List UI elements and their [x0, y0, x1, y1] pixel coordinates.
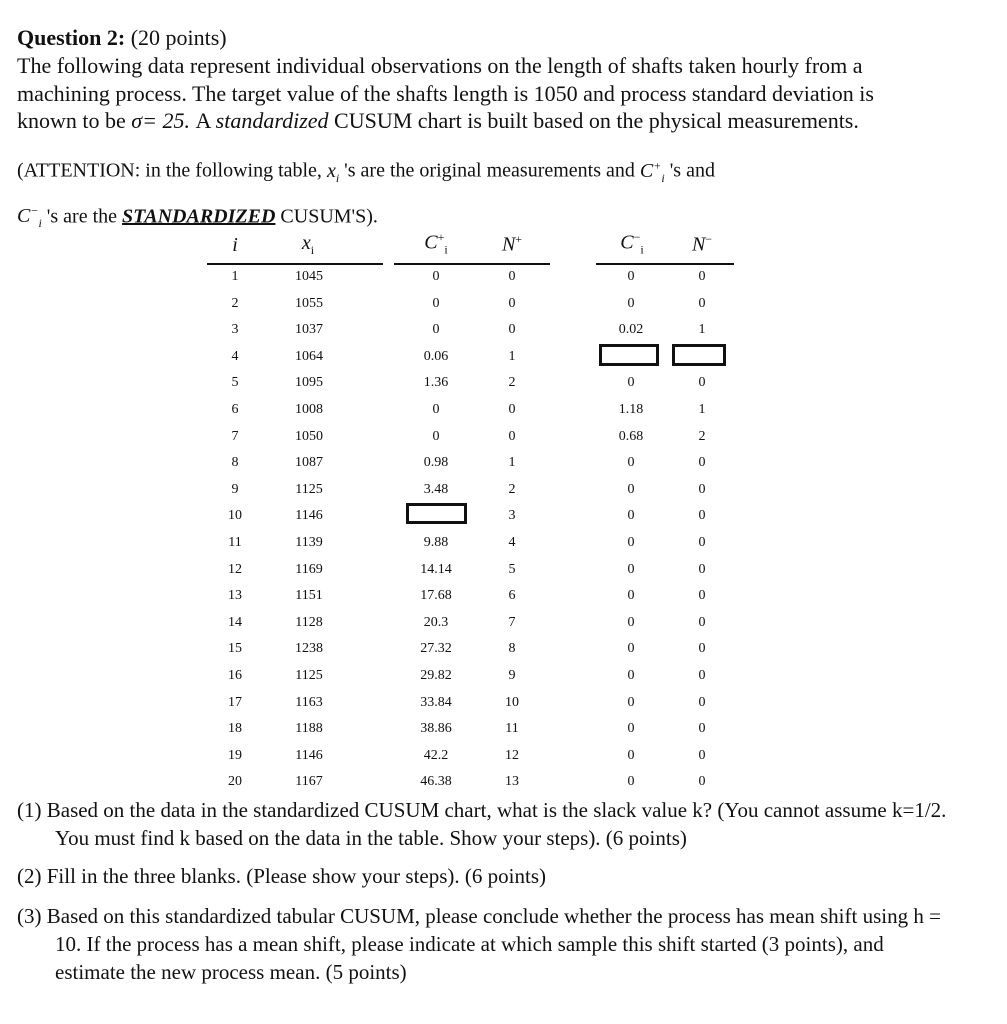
intro-line-3-c: CUSUM chart is built based on the physical measurements.: [328, 108, 859, 133]
cell-i-row-1: 1: [231, 269, 239, 284]
attention-text-5: CUSUM'S).: [275, 205, 378, 228]
header-rule-left: [207, 263, 383, 265]
cell-x-row-10: 1146: [295, 508, 323, 524]
header-cminus-letter: C: [620, 231, 634, 254]
cell-i-row-18: 18: [228, 721, 242, 737]
header-cplus-superscript: +: [437, 230, 445, 244]
cplus-superscript: +: [653, 158, 662, 172]
blank-cminus-row-4[interactable]: [599, 344, 659, 366]
cell-i-row-15: 15: [228, 641, 242, 657]
cell-cplus-row-4: 0.06: [423, 348, 449, 364]
attention-text-2: 's are the original measurements and: [339, 159, 640, 182]
cell-cplus-row-18: 38.86: [420, 721, 452, 737]
cell-nminus-row-3: 1: [698, 322, 706, 338]
cell-i-row-12: 12: [228, 561, 242, 577]
cell-nplus-row-7: 0: [508, 428, 516, 444]
cell-cplus-row-9: 3.48: [423, 481, 449, 497]
cell-nminus-row-17: 0: [698, 694, 706, 710]
cell-i-row-11: 11: [228, 535, 242, 550]
cell-x-row-3: 1037: [295, 322, 323, 338]
cell-cplus-row-15: 27.32: [420, 641, 452, 657]
cell-x-row-19: 1146: [295, 747, 323, 763]
cplus-symbol: [639, 158, 665, 185]
cell-cminus-row-13: 0: [627, 588, 635, 604]
cell-cplus-row-3: 0: [432, 322, 440, 338]
cell-nplus-row-9: 2: [508, 481, 516, 497]
cell-cminus-row-15: 0: [627, 641, 635, 657]
cell-nplus-row-18: 11: [505, 721, 519, 737]
cell-nplus-row-10: 3: [508, 508, 516, 524]
cell-nplus-row-15: 8: [508, 641, 516, 657]
cell-cminus-row-1: 0: [627, 269, 635, 284]
header-rule-middle: [394, 263, 550, 265]
cell-cminus-row-14: 0: [627, 614, 635, 630]
standardized-emphasis: STANDARDIZED: [122, 205, 276, 228]
cell-nminus-row-14: 0: [698, 614, 706, 630]
cell-cplus-row-8: 0.98: [423, 455, 449, 471]
intro-line-3: [17, 107, 957, 135]
cell-nplus-row-14: 7: [508, 614, 516, 630]
question-part-3-text: (3) Based on this standardized tabular CUSUM, please conclude whether the process has mean shift using h = 10. If the process has a mean shift, please indicate at which sample this shift started (3 points), and estimate the new process mean. (5 points): [17, 904, 941, 984]
header-i: i: [232, 234, 238, 256]
cplus-letter: C: [639, 159, 654, 182]
cell-x-row-17: 1163: [295, 694, 323, 710]
header-rule-right: [596, 263, 734, 265]
cell-cminus-row-8: 0: [627, 455, 635, 471]
cell-i-row-20: 20: [228, 774, 242, 790]
cell-nminus-row-1: 0: [698, 269, 706, 284]
cell-x-row-13: 1151: [295, 588, 323, 604]
cell-nplus-row-20: 13: [505, 774, 519, 790]
cell-x-row-4: 1064: [295, 348, 323, 364]
cell-nminus-row-7: 2: [698, 428, 706, 444]
cell-nminus-row-20: 0: [698, 774, 706, 790]
cell-nminus-row-19: 0: [698, 747, 706, 763]
cell-nminus-row-12: 0: [698, 561, 706, 577]
cminus-subscript: i: [38, 216, 42, 231]
cell-nplus-row-11: 4: [508, 535, 516, 550]
cell-nplus-row-19: 12: [505, 747, 519, 763]
cell-nplus-row-2: 0: [508, 295, 516, 311]
cell-nplus-row-8: 1: [508, 455, 516, 471]
header-nplus-superscript: +: [515, 232, 523, 246]
question-part-2: [17, 862, 957, 890]
cell-i-row-14: 14: [228, 614, 242, 630]
intro-line-3-b: A: [189, 108, 216, 133]
cell-nminus-row-11: 0: [698, 535, 706, 550]
cell-i-row-13: 13: [228, 588, 242, 604]
cell-cplus-row-11: 9.88: [423, 535, 449, 550]
cell-nminus-row-16: 0: [698, 668, 706, 683]
attention-text-3: 's and: [664, 159, 715, 182]
blank-nminus-row-4[interactable]: [672, 344, 726, 366]
header-nminus-letter: N: [691, 233, 706, 256]
cell-cminus-row-18: 0: [627, 721, 635, 737]
cell-nminus-row-15: 0: [698, 641, 706, 657]
attention-text-1: (ATTENTION: in the following table,: [17, 159, 327, 182]
cell-cplus-row-2: 0: [432, 295, 440, 311]
header-cminus-subscript: i: [640, 242, 644, 257]
attention-line-2: [17, 195, 917, 241]
cell-x-row-5: 1095: [295, 375, 323, 391]
cell-cminus-row-17: 0: [627, 694, 635, 710]
cell-cplus-row-19: 42.2: [423, 747, 449, 763]
cell-x-row-18: 1188: [295, 721, 323, 737]
cell-nplus-row-17: 10: [505, 694, 519, 710]
header-cplus-letter: C: [424, 231, 438, 254]
question-part-1-text: (1) Based on the data in the standardized CUSUM chart, what is the slack value k? (You cannot assume k=1/2. You must find k based on the data in the table. Show your steps). (6 points): [17, 798, 947, 850]
cminus-superscript: −: [30, 203, 39, 218]
cell-x-row-1: 1045: [295, 269, 323, 284]
header-nplus-letter: N: [501, 233, 516, 256]
question-label: Question 2:: [17, 25, 126, 50]
cell-nplus-row-4: 1: [508, 348, 516, 364]
cell-nplus-row-16: 9: [508, 668, 516, 683]
header-cplus-subscript: i: [444, 242, 448, 257]
cell-nminus-row-13: 0: [698, 588, 706, 604]
cell-nminus-row-2: 0: [698, 295, 706, 311]
question-part-3: [17, 902, 957, 986]
cell-i-row-4: 4: [231, 348, 239, 364]
standardized-word: standardized: [215, 108, 329, 133]
cminus-letter: C: [17, 205, 31, 228]
cell-cplus-row-6: 0: [432, 402, 440, 417]
cell-nminus-row-8: 0: [698, 455, 706, 471]
question-part-1: [17, 796, 957, 852]
cell-x-row-2: 1055: [295, 295, 323, 311]
cminus-symbol: [17, 203, 42, 231]
cell-nminus-row-9: 0: [698, 481, 706, 497]
cell-nminus-row-5: 0: [698, 375, 706, 391]
cell-cminus-row-10: 0: [627, 508, 635, 524]
question-heading: [17, 24, 227, 52]
cell-x-row-20: 1167: [295, 774, 323, 790]
cell-x-row-8: 1087: [295, 455, 323, 471]
header-nminus-superscript: −: [705, 232, 713, 246]
cell-i-row-3: 3: [231, 322, 239, 338]
cell-cminus-row-2: 0: [627, 295, 635, 311]
cell-cplus-row-12: 14.14: [420, 561, 452, 577]
cplus-subscript: i: [661, 170, 665, 185]
cell-nminus-row-10: 0: [698, 508, 706, 524]
header-cminus-superscript: −: [633, 230, 641, 244]
cell-x-row-9: 1125: [295, 481, 323, 497]
cell-x-row-16: 1125: [295, 668, 323, 683]
header-x-letter: x: [301, 232, 311, 254]
cell-cplus-row-1: 0: [432, 269, 440, 284]
cell-i-row-5: 5: [231, 375, 239, 391]
cell-nplus-row-13: 6: [508, 588, 516, 604]
intro-line-2: machining process. The target value of the shafts length is 1050 and process standard deviation is: [17, 80, 874, 106]
cell-cminus-row-19: 0: [627, 747, 635, 763]
cell-x-row-15: 1238: [295, 641, 323, 657]
cell-cminus-row-16: 0: [627, 668, 635, 683]
cell-cminus-row-6: 1.18: [618, 402, 644, 417]
attention-text-4: 's are the: [41, 205, 123, 228]
cell-i-row-17: 17: [228, 694, 242, 710]
cell-cplus-row-17: 33.84: [420, 694, 452, 710]
cell-i-row-8: 8: [231, 455, 239, 471]
cell-cminus-row-9: 0: [627, 481, 635, 497]
cell-cminus-row-7: 0.68: [618, 428, 644, 444]
cell-nminus-row-18: 0: [698, 721, 706, 737]
cell-i-row-19: 19: [228, 747, 242, 763]
cell-cminus-row-12: 0: [627, 561, 635, 577]
xi-subscript: i: [335, 170, 340, 185]
cell-nplus-row-3: 0: [508, 322, 516, 338]
xi-symbol: [326, 159, 340, 185]
cell-nplus-row-12: 5: [508, 561, 516, 577]
cell-i-row-7: 7: [231, 428, 239, 444]
cell-x-row-14: 1128: [295, 614, 323, 630]
cell-i-row-6: 6: [231, 402, 239, 417]
cell-x-row-6: 1008: [295, 402, 323, 417]
intro-line-3-a: known to be: [17, 108, 132, 133]
cell-nplus-row-1: 0: [508, 269, 516, 284]
header-x-subscript: i: [310, 243, 315, 257]
attention-line-1: [17, 149, 917, 195]
cell-i-row-10: 10: [228, 508, 242, 524]
cell-x-row-12: 1169: [295, 561, 323, 577]
sigma-expression: σ= 25.: [131, 108, 190, 133]
cell-nplus-row-5: 2: [508, 375, 516, 391]
cell-i-row-2: 2: [231, 295, 239, 311]
question-part-2-text: (2) Fill in the three blanks. (Please show your steps). (6 points): [17, 864, 546, 888]
cell-i-row-9: 9: [231, 481, 239, 497]
cell-cplus-row-7: 0: [432, 428, 440, 444]
cell-x-row-11: 1139: [295, 535, 323, 550]
cell-cminus-row-5: 0: [627, 375, 635, 391]
cell-cplus-row-14: 20.3: [423, 614, 449, 630]
cell-nminus-row-6: 1: [698, 402, 706, 417]
xi-letter: x: [326, 159, 336, 182]
cell-cminus-row-11: 0: [627, 535, 635, 550]
cell-cplus-row-13: 17.68: [420, 588, 452, 604]
cell-nplus-row-6: 0: [508, 402, 516, 417]
cell-cminus-row-3: 0.02: [618, 322, 644, 338]
cell-cminus-row-20: 0: [627, 774, 635, 790]
question-points: (20 points): [130, 25, 227, 50]
cell-cplus-row-16: 29.82: [420, 668, 452, 683]
blank-cplus-row-10[interactable]: [406, 503, 467, 524]
cell-cplus-row-20: 46.38: [420, 774, 452, 790]
cell-cplus-row-5: 1.36: [423, 375, 449, 391]
cell-x-row-7: 1050: [295, 428, 323, 444]
cell-i-row-16: 16: [228, 668, 242, 683]
intro-line-1: The following data represent individual observations on the length of shafts taken hourly from a: [17, 53, 863, 78]
attention-note: [17, 149, 917, 240]
intro-paragraph: [17, 52, 957, 135]
